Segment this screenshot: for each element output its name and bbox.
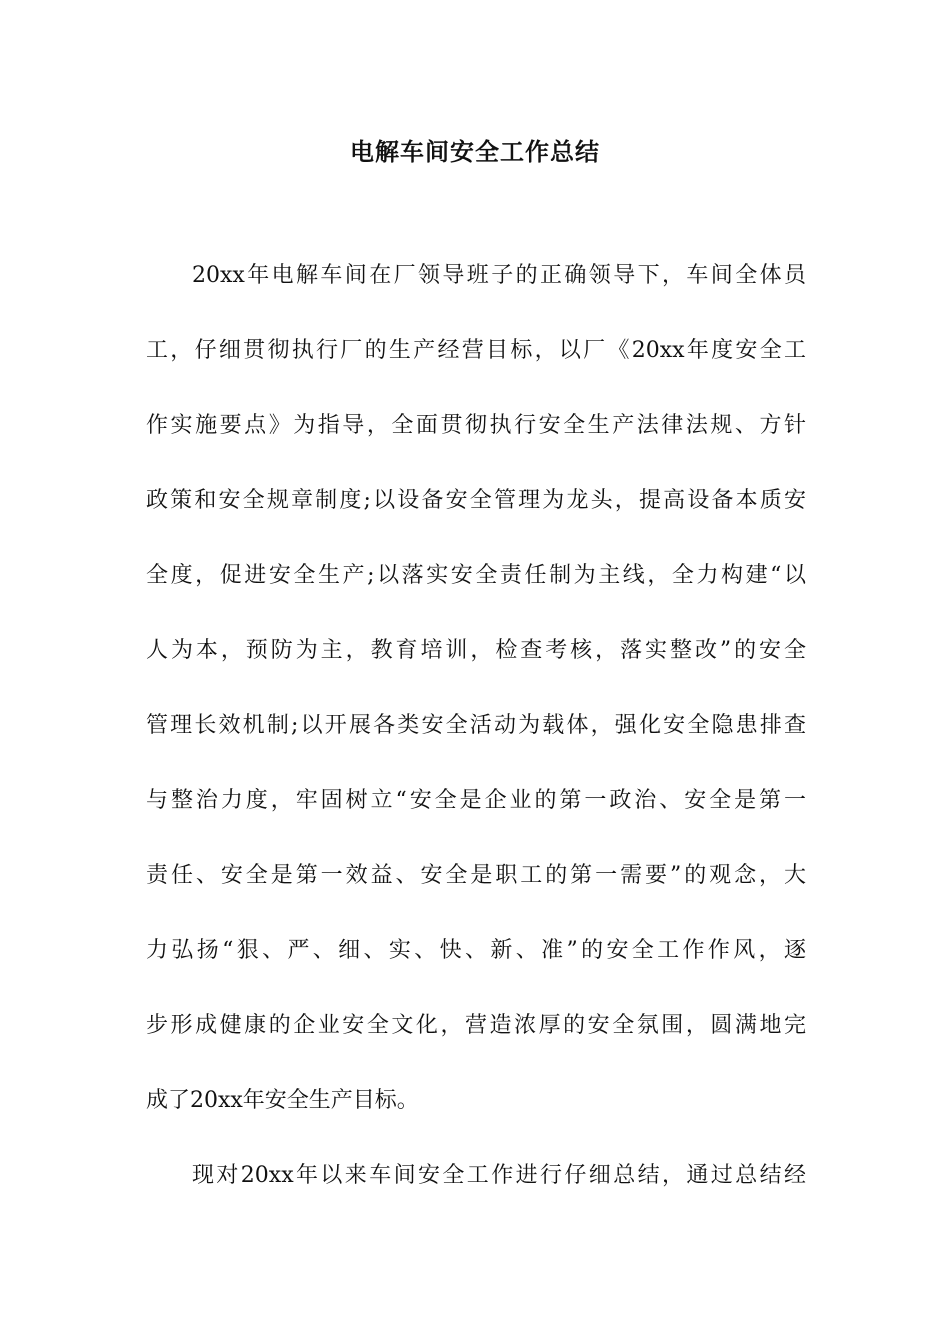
paragraph-line: 责任、安全是第一效益、安全是职工的第一需要”的观念，大 [146, 863, 806, 888]
paragraph-line: 管理长效机制;以开展各类安全活动为载体，强化安全隐患排查 [146, 713, 806, 738]
paragraph-line: 人为本，预防为主，教育培训，检查考核，落实整改”的安全 [146, 638, 806, 663]
paragraph-line: 作实施要点》为指导，全面贯彻执行安全生产法律法规、方针 [146, 413, 806, 438]
document-title: 电解车间安全工作总结 [350, 138, 600, 166]
document-body [146, 254, 806, 1229]
paragraph-line: 全度，促进安全生产;以落实安全责任制为主线，全力构建“以 [146, 563, 806, 588]
paragraph-line: 工，仔细贯彻执行厂的生产经营目标，以厂《20xx年度安全工 [146, 338, 806, 363]
paragraph-line: 政策和安全规章制度;以设备安全管理为龙头，提高设备本质安 [146, 488, 806, 513]
paragraph-line: 力弘扬“狠、严、细、实、快、新、准”的安全工作作风，逐 [146, 938, 806, 963]
paragraph-line: 20xx年电解车间在厂领导班子的正确领导下，车间全体员 [192, 263, 806, 288]
paragraph-line: 成了20xx年安全生产目标。 [146, 1088, 419, 1113]
paragraph-line: 与整治力度，牢固树立“安全是企业的第一政治、安全是第一 [146, 788, 806, 813]
paragraph-line: 步形成健康的企业安全文化，营造浓厚的安全氛围，圆满地完 [146, 1013, 806, 1038]
paragraph-line: 现对20xx年以来车间安全工作进行仔细总结，通过总结经 [192, 1163, 806, 1188]
